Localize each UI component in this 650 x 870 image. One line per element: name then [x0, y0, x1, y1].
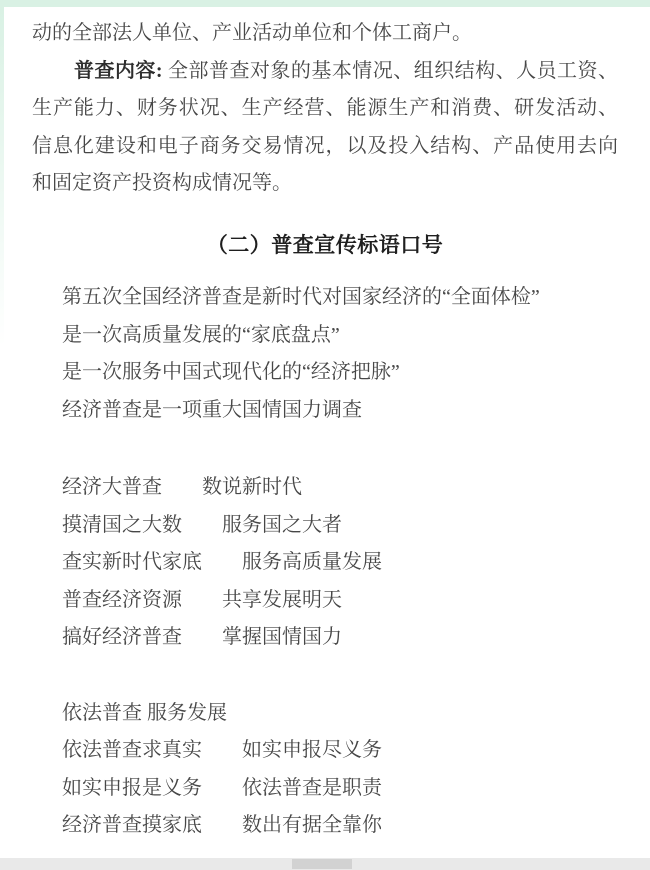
census-content-label: 普查内容:: [74, 59, 163, 82]
horizontal-scrollbar-thumb[interactable]: [292, 859, 352, 869]
slogan-line: 是一次服务中国式现代化的“经济把脉”: [62, 361, 400, 383]
horizontal-scrollbar[interactable]: [0, 858, 650, 870]
slogan-line: 经济普查是一项重大国情国力调查: [62, 398, 362, 421]
slogan-line: 搞好经济普查 掌握国情国力: [62, 626, 342, 648]
census-content-line-2: 生产能力、财务状况、生产经营、能源生产和消费、研发活动、: [32, 97, 618, 119]
slogan-line: 如实申报是义务 依法普查是职责: [62, 776, 382, 799]
slogan-group-1: [32, 279, 618, 429]
paragraph-continuation-line: 动的全部法人单位、产业活动单位和个体工商户。: [32, 22, 472, 44]
census-content-line-4: 和固定资产投资构成情况等。: [32, 172, 292, 194]
census-content-paragraph: [32, 53, 618, 203]
slogan-line: 依法普查求真实 如实申报尽义务: [62, 739, 382, 761]
census-content-line-3: 信息化建设和电子商务交易情况，以及投入结构、产品使用去向: [32, 134, 618, 157]
slogan-line: 查实新时代家底 服务高质量发展: [62, 551, 382, 573]
census-content-line-1: [32, 53, 618, 91]
slogan-line: 第五次全国经济普查是新时代对国家经济的“全面体检”: [62, 286, 540, 308]
slogan-group-2: [32, 469, 618, 657]
slogan-line: 依法普查 服务发展: [62, 701, 227, 724]
section-heading: （二）普查宣传标语口号: [206, 232, 444, 257]
slogan-line: 经济大普查 数说新时代: [62, 476, 302, 498]
slogan-line: 普查经济资源 共享发展明天: [62, 588, 342, 611]
slogan-line: 是一次高质量发展的“家底盘点”: [62, 323, 340, 346]
slogan-line: 经济普查摸家底 数出有据全靠你: [62, 814, 382, 836]
slogan-group-3: [32, 695, 618, 845]
slogan-line: 摸清国之大数 服务国之大者: [62, 513, 342, 536]
census-content-line-1-text: 全部普查对象的基本情况、组织结构、人员工资、: [162, 59, 618, 82]
